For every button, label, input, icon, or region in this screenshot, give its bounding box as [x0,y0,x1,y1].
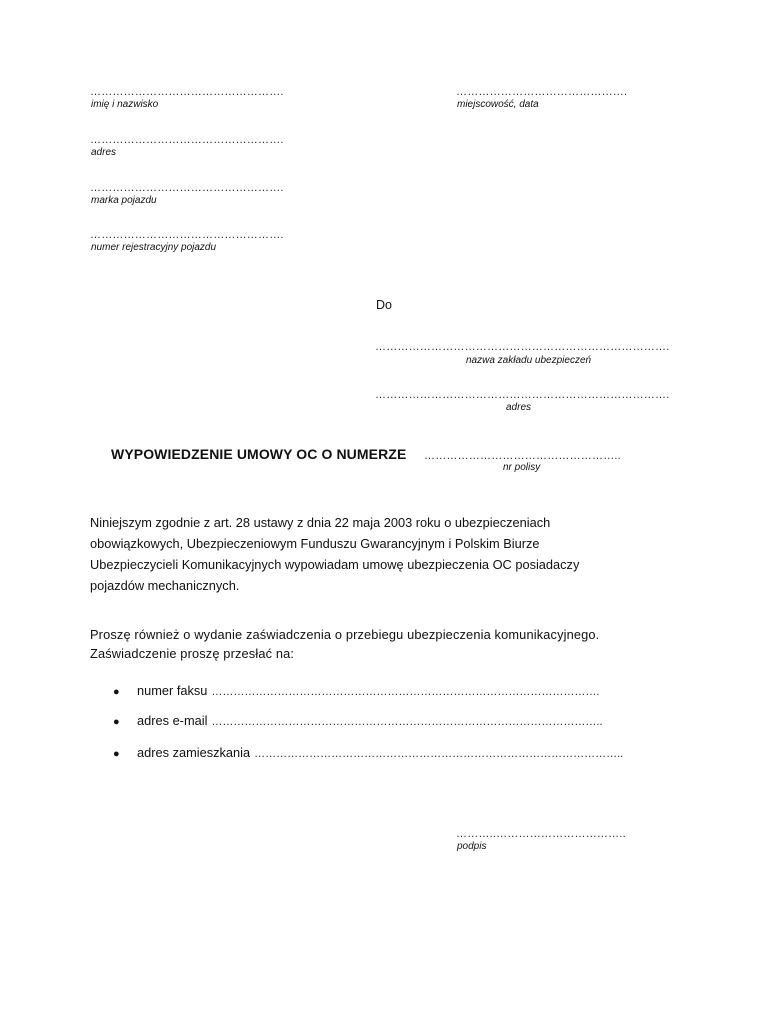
paragraph-line: Zaświadczenie proszę przesłać na: [90,646,295,661]
vehicle-make-label: marka pojazdu [91,195,157,206]
insurer-address-label: adres [506,402,532,413]
sender-address-label: adres [91,147,117,158]
sender-name-label: imię i nazwisko [91,99,159,110]
email-dots: …………………………………………………………………………………………….. [211,716,603,728]
insurer-name-label: nazwa zakładu ubezpieczeń [466,355,592,366]
list-item-home-address [113,745,623,760]
fax-dots: ……………………………………………………………………………………………. [211,686,600,698]
sender-name-dots: ……………………………………………. [90,86,284,98]
bullet-icon: ● [113,686,120,698]
bullet-icon: ● [113,716,120,728]
home-address-dots: ……………………………………………………………………………………….. [254,748,624,760]
fax-label: numer faksu [137,683,208,698]
signature-dots: ………..…………………………….. [456,828,626,840]
document-title: WYPOWIEDZENIE UMOWY OC O NUMERZE [111,446,407,462]
list-item-fax [113,683,599,698]
place-date-dots: ………………………………………. [456,86,628,98]
insurer-address-dots: ……………………………………………………………………. [375,389,670,401]
place-date-label: miejscowość, data [457,99,539,110]
termination-paragraph [90,512,579,596]
paragraph-line: obowiązkowych, Ubezpieczeniowym Funduszu Gwarancyjnym i Polskim Biurze [90,536,540,551]
registration-number-label: numer rejestracyjny pojazdu [91,242,217,253]
home-address-label: adres zamieszkania [137,745,251,760]
sender-address-dots: ……………………………………………. [90,134,284,146]
signature-label: podpis [457,841,487,852]
email-label: adres e-mail [137,713,208,728]
recipient-to-label: Do [376,298,392,312]
paragraph-line: Proszę również o wydanie zaświadczenia o przebiegu ubezpieczenia komunikacyjnego. [90,627,600,642]
policy-number-dots: …………………………………………….. [424,450,621,462]
registration-number-dots: ……………………………………………. [90,229,284,241]
bullet-icon: ● [113,748,120,760]
insurer-name-dots: ……………………………………………………………………. [375,341,670,353]
paragraph-line: pojazdów mechanicznych. [90,578,240,593]
list-item-email [113,713,603,728]
paragraph-line: Niniejszym zgodnie z art. 28 ustawy z dnia 22 maja 2003 roku o ubezpieczeniach [90,515,551,530]
certificate-request-paragraph [90,625,599,663]
policy-number-label: nr polisy [503,462,541,473]
paragraph-line: Ubezpieczycieli Komunikacyjnych wypowiadam umowę ubezpieczenia OC posiadaczy [90,557,580,572]
vehicle-make-dots: ……………………………………………. [90,182,284,194]
